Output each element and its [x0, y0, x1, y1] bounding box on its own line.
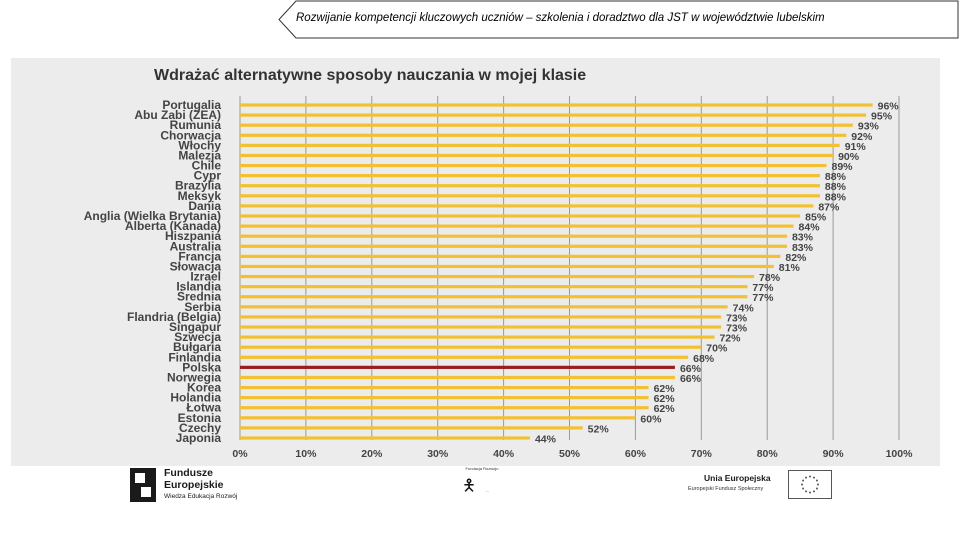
- fe-line2: Europejskie: [164, 479, 224, 491]
- value-label: 85%: [805, 211, 827, 224]
- value-label: 83%: [791, 231, 813, 244]
- x-tick-label: 0%: [232, 448, 248, 460]
- value-label: 66%: [679, 372, 701, 385]
- bar: [240, 214, 800, 217]
- bar: [240, 174, 820, 177]
- bar: [240, 194, 820, 197]
- eu-star: [805, 477, 807, 479]
- eu-star: [817, 484, 819, 486]
- bar: [240, 406, 649, 409]
- value-label: 88%: [824, 171, 846, 184]
- bar: [240, 416, 635, 419]
- bar: [240, 164, 827, 167]
- value-label: 77%: [752, 282, 774, 295]
- category-label: Hiszpania: [164, 229, 221, 244]
- bar: [240, 184, 820, 187]
- bar: [240, 346, 701, 349]
- eu-star: [816, 480, 818, 482]
- bar: [240, 275, 754, 278]
- value-label: 72%: [719, 332, 741, 345]
- value-label: 87%: [818, 201, 840, 214]
- eu-star: [813, 490, 815, 492]
- x-tick-labels: [232, 448, 913, 460]
- bar: [240, 285, 747, 288]
- value-label: 52%: [587, 423, 609, 436]
- value-label: 92%: [851, 130, 873, 143]
- x-tick-label: 40%: [493, 448, 515, 460]
- category-label: Finlandia: [168, 350, 221, 365]
- value-label: 73%: [726, 322, 748, 335]
- value-label: 82%: [785, 251, 807, 264]
- fe-line1: Fundusze: [164, 467, 213, 479]
- value-label: 88%: [824, 191, 846, 204]
- category-label: Łotwa: [186, 400, 221, 415]
- bar: [240, 204, 813, 207]
- bar: [240, 436, 530, 439]
- eu-line1: Unia Europejska: [704, 473, 771, 483]
- category-label: Flandria (Belgia): [126, 309, 221, 324]
- bar: [240, 144, 840, 147]
- eu-star: [801, 484, 803, 486]
- bar: [240, 224, 794, 227]
- x-tick-label: 70%: [690, 448, 712, 460]
- bar: [240, 245, 787, 248]
- value-label: 60%: [640, 413, 662, 426]
- value-label: 88%: [824, 181, 846, 194]
- bar: [240, 426, 583, 429]
- category-label: Holandia: [170, 390, 221, 405]
- category-label: Abu Zabi (ZEA): [134, 108, 221, 123]
- bar: [240, 356, 688, 359]
- chart-panel: [11, 58, 940, 466]
- category-label: Alberta (Kanada): [124, 219, 221, 234]
- value-label: 70%: [706, 342, 728, 355]
- category-label: Średnia: [176, 289, 221, 304]
- category-label: Słowacja: [169, 259, 221, 274]
- value-label: 73%: [726, 312, 748, 325]
- category-label: Izrael: [190, 269, 221, 284]
- bar: [240, 335, 714, 338]
- partner-logo-bottom: ...: [486, 488, 490, 493]
- bar: [240, 124, 853, 127]
- value-label: 68%: [693, 352, 715, 365]
- partner-logo-top: Fundacja Rozwoju: [465, 466, 499, 471]
- bar: [240, 366, 675, 369]
- category-label: Estonia: [177, 410, 221, 425]
- bar: [240, 386, 649, 389]
- bar: [240, 376, 675, 379]
- value-label: 83%: [791, 241, 813, 254]
- fe-line3: Wiedza Edukacja Rozwój: [164, 493, 238, 500]
- category-label: Serbia: [184, 299, 221, 314]
- category-label: Anglia (Wielka Brytania): [83, 209, 221, 223]
- category-label: Polska: [182, 360, 221, 375]
- category-label: Włochy: [178, 138, 221, 153]
- category-label: Australia: [169, 239, 221, 254]
- bar: [240, 134, 846, 137]
- bar: [240, 325, 721, 328]
- x-tick-label: 30%: [427, 448, 449, 460]
- eu-star: [805, 490, 807, 492]
- value-label: 93%: [857, 120, 879, 133]
- category-label: Czechy: [178, 420, 221, 435]
- category-label: Chile: [191, 158, 221, 173]
- value-label: 90%: [838, 150, 860, 163]
- value-label: 81%: [778, 261, 800, 274]
- value-label: 66%: [679, 362, 701, 375]
- value-label: 44%: [534, 433, 556, 446]
- category-label: Dania: [188, 198, 221, 213]
- value-label: 74%: [732, 302, 754, 315]
- bar: [240, 235, 787, 238]
- walking-figure-icon: 🯅: [462, 478, 477, 495]
- x-tick-label: 90%: [822, 448, 844, 460]
- value-labels: [535, 101, 899, 446]
- value-label: 84%: [798, 221, 820, 234]
- category-label: Francja: [178, 249, 221, 264]
- value-label: 62%: [653, 393, 675, 406]
- category-label: Portugalia: [162, 98, 221, 112]
- eu-line2: Europejski Fundusz Społeczny: [688, 486, 764, 492]
- value-label: 62%: [653, 403, 675, 416]
- partner-logo: [462, 466, 502, 496]
- category-label: Chorwacja: [160, 128, 221, 143]
- bar: [240, 265, 774, 268]
- bar: [240, 103, 873, 106]
- bar: [240, 295, 747, 298]
- chart-title: Wdrażać alternatywne sposoby nauczania w mojej klasie: [154, 67, 587, 84]
- category-label: Norwegia: [166, 370, 221, 385]
- bar: [240, 396, 649, 399]
- value-label: 89%: [831, 161, 853, 174]
- category-label: Rumunia: [169, 118, 221, 133]
- fe-logo-icon: [130, 468, 156, 502]
- bar: [240, 255, 780, 258]
- x-tick-label: 80%: [756, 448, 778, 460]
- value-label: 95%: [871, 110, 893, 123]
- category-label: Szwecja: [174, 330, 221, 345]
- value-label: 91%: [844, 140, 866, 153]
- value-label: 77%: [752, 292, 774, 305]
- eu-star: [816, 488, 818, 490]
- bar-chart: [11, 58, 940, 466]
- eu-star: [809, 492, 811, 494]
- x-tick-label: 10%: [295, 448, 317, 460]
- value-label: 96%: [877, 100, 899, 113]
- bar: [240, 315, 721, 318]
- fundusze-europejskie-logo: [130, 466, 280, 506]
- category-label: Singapur: [168, 320, 221, 334]
- x-tick-label: 50%: [558, 448, 581, 460]
- eu-star: [802, 480, 804, 482]
- x-tick-label: 20%: [361, 448, 383, 460]
- category-label: Cypr: [193, 168, 221, 183]
- eu-star: [802, 488, 804, 490]
- value-label: 78%: [759, 272, 781, 285]
- category-label: Malezja: [178, 148, 221, 163]
- eu-star: [809, 476, 811, 478]
- header-tab: [0, 0, 960, 40]
- eu-star: [813, 477, 815, 479]
- eu-flag-icon: [788, 470, 832, 499]
- x-tick-label: 100%: [885, 448, 913, 460]
- value-label: 62%: [653, 383, 675, 396]
- category-label: Islandia: [176, 279, 221, 294]
- category-labels: [84, 98, 222, 445]
- eu-logo: [688, 470, 838, 500]
- category-label: Japonia: [175, 431, 221, 445]
- category-label: Meksyk: [177, 188, 221, 203]
- header-title: Rozwijanie kompetencji kluczowych uczniów – szkolenia i doradztwo dla JST w województwie lubelskim: [296, 12, 825, 24]
- category-label: Brazylia: [174, 178, 221, 193]
- bar: [240, 154, 833, 157]
- bar: [240, 305, 728, 308]
- category-label: Korea: [186, 380, 221, 395]
- x-tick-label: 60%: [624, 448, 646, 460]
- category-label: Bułgaria: [172, 340, 221, 355]
- bar: [240, 113, 866, 116]
